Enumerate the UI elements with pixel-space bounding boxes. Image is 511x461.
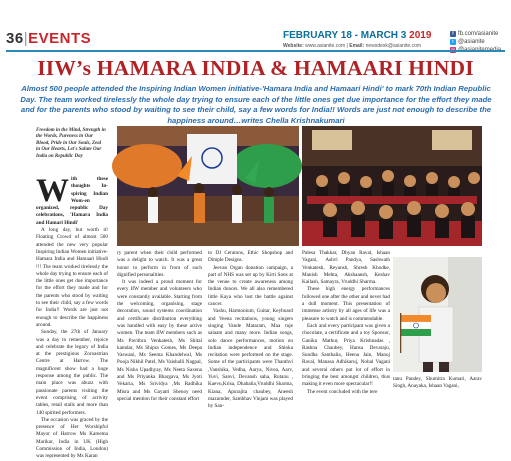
article-column-4 [302,250,390,398]
stage-performance-photo [117,126,299,246]
paragraph: Palesa Thakkar, Dhyan Raval, Ishaan Vagani, Ashvi Pandya, Sashwath Venkatesh, Reyansh, Shresh Khodke, Manish Mehta, Akshaansh, Keshav Kailash, Samayra, Vruddhi Sharma. [302,250,390,286]
paragraph: The event concluded with the tere [307,388,378,395]
paragraph: Sunday, the 27th of January was a day to remember, rejoice and celebrate the legacy of India at the prestigious Zoroastrian Centre at Harrow. The magnificent show had a huge response among the public. The main place was abuzz with passionate parents visiting the event comprising of activity tables, retail stalls and more than 140 spirited performers. [36,329,108,416]
article-column-3 [208,250,293,410]
paragraph: A long day, but worth it! Floating Crowd of almost 500 attended the new very popular Inspiring Indian Women initiative- Hamara India and Hamaari Hindi !!! The team worked tirelessly the whole day trying to ensure each of the little ones get due importance for the effort they made and for the parents who stood by waiting to see their child, say a few words for India!! Words are just not enough to describe the happiness around. [36,227,108,328]
article-column-1 [36,173,108,460]
paragraph: Each and every participant was given a chocolate, a certificate and a toy Sponsor, Ganika Mathur, Priya Krishnadas , Rashna Chaubey, Hansa Devaraju, Sundha Santhalia, Heena Jain, Manoj Raval, Manasa Adhikaruj, Nobal Vagani and several others put lot of effort in bringing the best amongst children, thus making it even more spectacular!! [302,322,390,388]
audience-photo [302,126,482,246]
paragraph: to DJ Ceratons, Ethic Shopshop and Dimple Designs. [208,250,293,264]
header-rule [6,50,505,52]
issue-date: FEBRUARY 18 - MARCH 3 2019 [283,30,432,41]
drop-cap: W [36,173,69,209]
contact-line: Website: www.asianite.com | Email: newsdesk@asianite.com [283,43,422,49]
paragraph: It was indeed a proud moment for every IIW member and volunteers who were constantly available. Starting from the welcoming, organising, stage decoration, sound systems coordination and certificate distribution everything was handled with easy by these active women. The team IIW members such as Ms Pavithra Venkatesh, Ms Shital kamdar, Ms Shipra Gomes, Ms Deepa Vaswani, Ms Seema Khandelwal, Ms Pooja Nikhil Patel, Ms Vaishalli Nagpal, Ms Nisha Upadhyay, Ms Neeta Saxena and Ms Priyanka Bhargava, Ms Jyoti Vekaria, Ms Srividya ,Ms Radhika Misra and Ms Gayatri Shenoy need special mention for their constant effort [117,279,202,402]
stage-performance-image [117,126,299,246]
social-twitter[interactable]: t @asianite [450,38,501,46]
pull-quote: Freedom in the Mind, Strength in the Words, Pureness in Our Blood, Pride in Our Souls, Zeal in Our Hearts, Let's Salute Our India on Republic Day [36,128,106,159]
facebook-icon: f [450,31,456,37]
page-header [0,0,511,52]
social-facebook[interactable]: f fb.com/asianite [450,30,501,38]
website-link[interactable]: www.asianite.com [305,43,346,49]
paragraph: Jeevan Organ donation campaign, a part of NHS was set up by Kirti Sons at the venue to create awareness among Indian donors. We all also remembered little Kaya who lost the battle against cancer. [208,264,293,308]
audience-image [302,126,482,246]
lead-in: ith these thoughts In-spiring Indian Wom-en organized, republic Day celebrations, 'Hamara India and Hamari Hindi' [36,176,108,226]
child-flag-image [393,257,482,372]
paragraph: tanu Pandey, Shumitra Kumari, Aarav Singh, Anayaka, Ishaan Vagani, [393,376,482,390]
article-deck: Almost 500 people attended the Inspiring Indian Women initiative-'Hamara India and Hamaari Hindi' to mark 70th Indian Republic Day. The team worked tirelessly the whole day trying to ensure each of the little ones get due importance for the effort they made and for the parents who stood by waiting to see their child, say a few words for India!! Words are just not enough to describe the happiness around…writes Chella Krishnakumari [20,84,492,125]
page-number: 36 [6,30,24,47]
child-with-flag-photo [393,257,482,372]
paragraph: These high energy performances followed one after the other and never had a dull moment. This presentation of immense artistry by all ages of life was a pleasure to watch and is commendable. [302,286,391,322]
paragraph: ry parent when their child performed was a delight to watch. It was a great honor to perform in front of such dignified personalities. [117,250,202,278]
twitter-icon: t [450,39,456,45]
article-headline: IIW’s HAMARA INDIA & HAMAARI HINDI [37,56,474,80]
page-number-section: 36|EVENTS [6,30,92,47]
paragraph: The occasion was graced by the presence of Her Worshipful Mayor of Harrow Ms Kareema Marikar, India in UK (High Commission of India, London) was represented by Ms Karan [36,416,108,460]
section-title: EVENTS [28,30,92,47]
article-column-5 [393,376,482,400]
paragraph: Vashu, Harmonium, Guitar, Keyboard and Veena recitations, young singers singing Vande Mataram, Maa tuje salaam and many more. Indian songs, solo dance performances, motion on Indian independence and Shloka recitation were performed on the stage. Some of the participants were Thanthvi ,Vanshika, Vedha, Aarya, Nivea, Aarv, Yuvi, Sanvi, Devansh saha, Rutanu , Kaevu,Krisa, Dhabalia,Vruddhi Sharma, Kiana, Apurajita chaubey, Aneesh mazumder, Sambhav Vinjam was played by San- [208,308,293,410]
article-column-2 [117,250,202,402]
email-link[interactable]: newsdesk@asianite.com [365,43,422,49]
